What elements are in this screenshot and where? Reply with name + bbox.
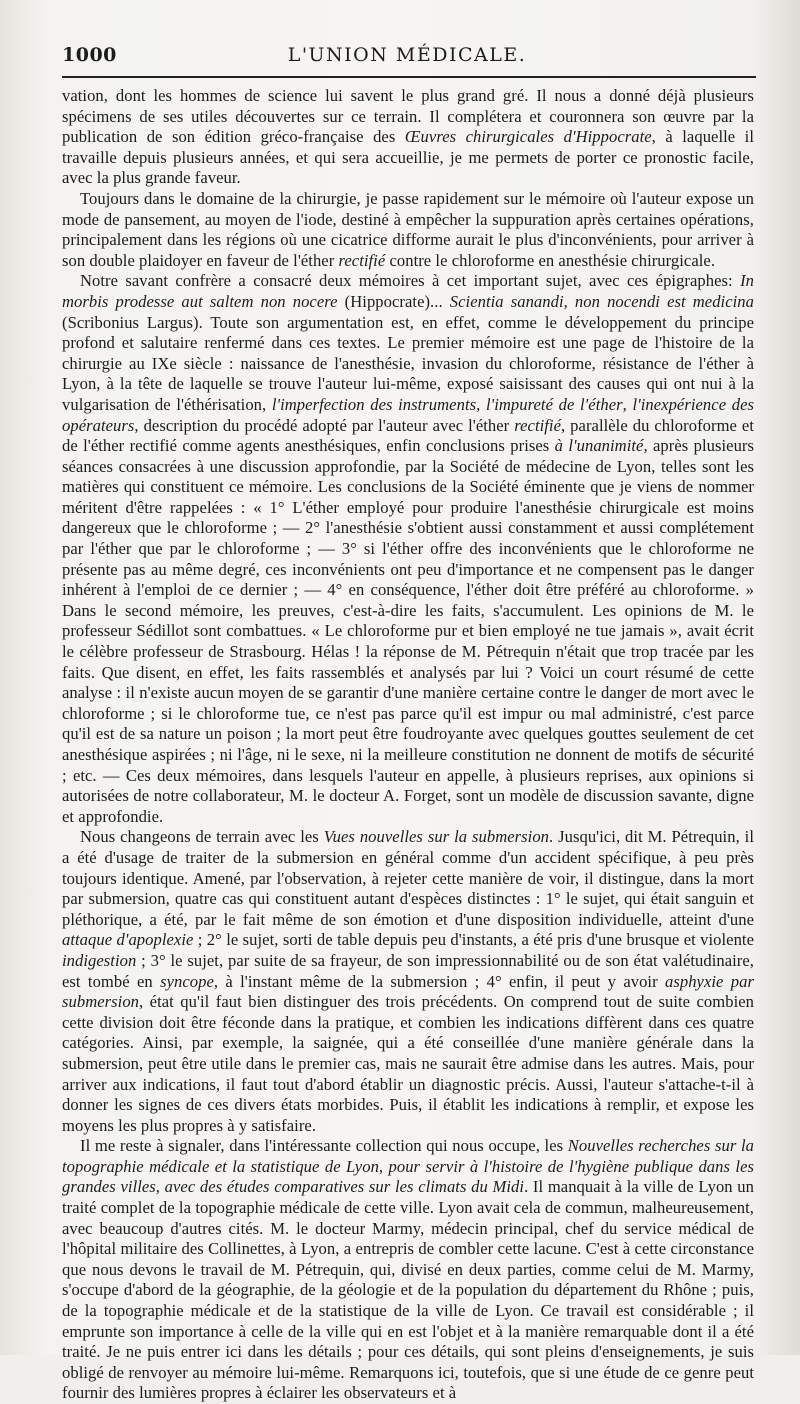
italic-run: Œuvres chirurgicales d'Hippocrate <box>404 127 652 147</box>
italic-run: à l'unanimité <box>554 436 644 456</box>
running-title: L'UNION MÉDICALE. <box>287 44 527 66</box>
italic-run: Scientia sanandi, non nocendi est medicina <box>449 291 754 311</box>
text-run: , parallèle du chloroforme et de l'éther rectifié comme agents anesthésiques, enfin conclusions prises <box>62 415 754 456</box>
paragraph <box>62 1136 754 1404</box>
italic-run: rectifié <box>338 250 386 270</box>
page-number: 1000 <box>62 44 117 66</box>
text-run: Nous changeons de terrain avec les <box>80 827 324 847</box>
text-run: ; 3° le sujet, par suite de sa frayeur, de son impressionnabilité ou de son état valétudinaire, est tombé en <box>62 950 754 991</box>
text-run: , à laquelle il travaille depuis plusieurs années, et qui sera accueillie, je me permets de porter ce pronostic facile, avec la plus grande faveur. <box>62 127 755 188</box>
italic-run: l'imperfection des instruments <box>271 394 477 414</box>
italic-run: syncope <box>160 971 214 991</box>
italic-run: l'impureté de l'éther <box>485 394 623 414</box>
italic-run: Vues nouvelles sur la submersion <box>323 827 550 847</box>
page-header <box>62 40 752 72</box>
text-run: contre le chloroforme en anesthésie chirurgicale. <box>385 250 716 270</box>
text-run: . Jusqu'ici, dit M. Pétrequin, il a été d'usage de traiter de la submersion en général comme d'un accident spécifique, à peu près toujours identique. Amené, par l'observation, à rejeter cette manière de voir, il distingue, dans la mort par submersion, quatre cas qui constituent autant d'espèces distinctes : 1° le sujet, qui était sanguin et pléthorique, a été, par le fait même de son émotion et d'une disposition individuelle, atteint d'une <box>62 827 754 929</box>
text-run: Toujours dans le domaine de la chirurgie, je passe rapidement sur le mémoire où l'auteur expose un mode de pansement, au moyen de l'iode, destiné à empêcher la suppuration après certaines opérations, principalement dans les régions où une cicatrice difforme aurait le plus d'inconvénients, pour arriver à son double plaidoyer en faveur de l'éther <box>62 188 754 270</box>
text-run: vation, dont les hommes de science lui savent le plus grand gré. Il nous a donné déjà plusieurs spécimens de ses utiles découvertes sur ce terrain. Il complétera et couronnera son œuvre par la publication de son édition gréco-française des <box>62 86 754 147</box>
paragraph <box>62 271 754 827</box>
text-run: , état qu'il faut bien distinguer des trois précédents. On comprend tout de suite combien cette division doit être féconde dans la pratique, et combien les indications diffèrent dans ces quatre catégories. Ainsi, par exemple, la saignée, qui a été conseillée d'une manière générale dans la submersion, peut être utile dans le premier cas, mais ne saurait être admise dans les autres. Mais, pour arriver aux indications, il faut tout d'abord établir un diagnostic précis. Aussi, l'auteur s'attache-t-il à donner les signes de ces divers états morbides. Puis, il établit les indications à remplir, et expose les moyens les plus propres à y satisfaire. <box>62 992 754 1135</box>
paragraph <box>62 86 754 189</box>
italic-run: l'inexpérience des opérateurs <box>62 394 755 435</box>
italic-run: attaque d'apoplexie <box>62 930 194 950</box>
paragraph <box>62 189 754 271</box>
text-run: Notre savant confrère a consacré deux mémoires à cet important sujet, avec ces épigraphes: <box>80 271 741 291</box>
italic-run: In morbis prodesse aut saltem non nocere <box>62 271 754 311</box>
text-run: Il me reste à signaler, dans l'intéressante collection qui nous occupe, les <box>80 1136 568 1156</box>
italic-run: asphyxie par submersion <box>62 971 754 1012</box>
text-run: (Scribonius Largus). Toute son argumentation est, en effet, comme le développement du principe profond et salutaire renfermé dans ces textes. Le premier mémoire est une page de l'histoire de la chirurgie au IXe siècle : naissance de l'anesthésie, invasion du chloroforme, résistance de l'éther à Lyon, à la tête de laquelle se trouve l'auteur lui-même, exposé saisissant des causes qui ont nui à la vulgarisation de l'éthérisation, <box>62 312 754 414</box>
text-run: , <box>476 394 486 414</box>
header-rule <box>62 76 756 78</box>
text-run: , à l'instant même de la submersion ; 4° enfin, il peut y avoir <box>213 971 665 991</box>
text-run: ; 2° le sujet, sorti de table depuis peu d'instants, a été pris d'une brusque et violente <box>193 930 754 950</box>
text-run: . Il manquait à la ville de Lyon un traité complet de la topographie médicale de cette ville. Lyon avait cela de commun, malheureusement, avec beaucoup d'autres cités. M. le docteur Marmy, médecin principal, chef du service médical de l'hôpital militaire des Collinettes, à Lyon, a entrepris de combler cette lacune. C'est à cette circonstance que nous devons le travail de M. Pétrequin, qui, divisé en deux parties, comme celui de M. Marmy, s'occupe d'abord de la géographie, de la géologie et de la population du département du Rhône ; puis, de la topographie médicale et de la statistique de la ville de Lyon. Ce travail est considérable ; il emprunte son importance à celle de la ville qui en est l'objet et à la manière remarquable dont il a été traité. Je ne puis entrer ici dans les détails ; pour ces détails, qui sont pleins d'enseignements, je suis obligé de renvoyer au mémoire lui-même. Remarquons ici, toutefois, que si une étude de ce genre peut fournir des lumières propres à éclairer les observateurs et à <box>62 1177 755 1403</box>
italic-run: rectifié <box>514 415 562 435</box>
text-run: , <box>622 394 633 414</box>
paragraph <box>62 827 754 1136</box>
article-body <box>62 86 754 1404</box>
text-run: , description du procédé adopté par l'auteur avec l'éther <box>134 415 515 435</box>
italic-run: indigestion <box>62 950 137 970</box>
text-run: (Hippocrate)... <box>337 291 450 311</box>
text-run: , après plusieurs séances consacrées à une discussion approfondie, par la Société de médecine de Lyon, telles sont les matières qui constituent ce mémoire. Les conclusions de la Société éminente que je viens de nommer méritent d'être rappelées : « 1° L'éther employé pour produire l'anesthésie chirurgicale est moins dangereux que le chloroforme ; — 2° l'anesthésie s'obtient aussi constamment et aussi complétement par l'éther que par le chloroforme ; — 3° si l'éther offre des inconvénients que le chloroforme ne présente pas au même degré, ces inconvénients ont peu d'importance et ne compensent pas le danger inhérent à l'emploi de ce dernier ; — 4° en conséquence, l'éther doit être préféré au chloroforme. » Dans le second mémoire, les preuves, c'est-à-dire les faits, s'accumulent. Les opinions de M. le professeur Sédillot sont combattues. « Le chloroforme pur et bien employé ne tue jamais », avait écrit le célèbre professeur de Strasbourg. Hélas ! la réponse de M. Pétrequin n'était que trop tracée par les faits. Que disent, en effet, les faits rassemblés et analysés par lui ? Voici un court résumé de cette analyse : il n'existe aucun moyen de se garantir d'une manière certaine contre le danger de mort avec le chloroforme ; si le chloroforme tue, ce n'est pas parce qu'il est impur ou mal administré, c'est parce qu'il est de sa nature un poison ; la mort peut être foudroyante avec quelques gouttes seulement de cet anesthésique aspirées ; ni l'âge, ni le sexe, ni la meilleure constitution ne donnent de motifs de sécurité ; etc. — Ces deux mémoires, dans lesquels l'auteur en appelle, à plusieurs reprises, aux opinions si autorisées de notre collaborateur, M. le docteur A. Forget, sont un modèle de discussion savante, digne et approfondie. <box>62 436 755 826</box>
italic-run: Nouvelles recherches sur la topographie médicale et la statistique de Lyon, pour servir à l'histoire de l'hygiène publique dans les grandes villes, avec des études comparatives sur les climats du Midi <box>62 1136 754 1197</box>
